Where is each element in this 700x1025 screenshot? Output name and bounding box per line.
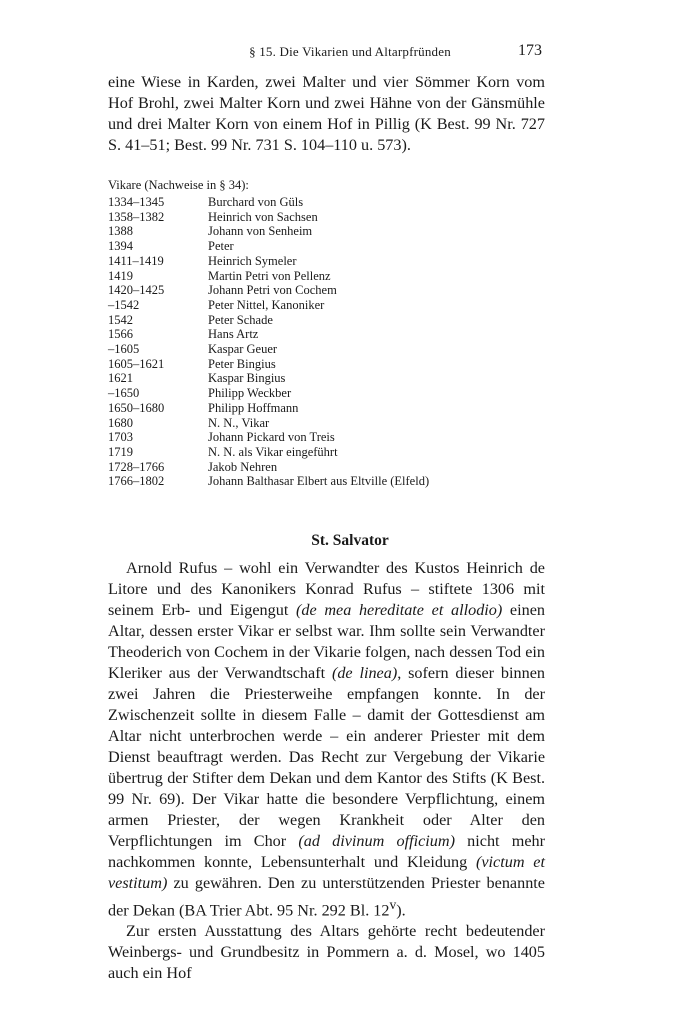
vicar-name: Hans Artz: [208, 327, 259, 342]
vicar-name: Johann von Senheim: [208, 224, 313, 239]
vicar-row: [108, 224, 429, 239]
vicar-row: [108, 445, 429, 460]
vicar-name: Kaspar Bingius: [208, 371, 286, 386]
vicar-row: [108, 416, 429, 431]
vicar-years: 1419: [108, 268, 133, 283]
vicar-years: 1411–1419: [108, 253, 164, 268]
vicar-row: [108, 342, 429, 357]
vicar-row: [108, 357, 429, 372]
vicar-row: [108, 283, 429, 298]
vicar-row: [108, 460, 429, 475]
vicar-row: [108, 269, 429, 284]
vicar-years: –1650: [108, 386, 140, 401]
vicar-years: 1605–1621: [108, 356, 165, 371]
paragraph-text: zu gewähren. Den zu unterstützenden Priester benannte der Dekan (BA Trier Abt. 95 Nr. 292 Bl. 12: [108, 874, 545, 920]
vicar-years: 1394: [108, 239, 133, 254]
latin-quote: (ad divinum officium): [298, 832, 455, 850]
vicar-name: Philipp Weckber: [208, 386, 292, 401]
vicar-row: [108, 474, 429, 489]
vicar-list-heading: Vikare (Nachweise in § 34):: [108, 178, 249, 192]
vicar-row: [108, 401, 429, 416]
vicar-years: 1650–1680: [108, 400, 165, 415]
paragraph-text: ).: [396, 901, 406, 920]
page-number: 173: [518, 42, 542, 59]
section-paragraph-1: [108, 558, 545, 921]
vicar-row: [108, 371, 429, 386]
running-title: § 15. Die Vikarien und Altarpfründen: [249, 44, 451, 59]
vicar-name: Burchard von Güls: [208, 195, 304, 209]
vicar-row: [108, 195, 429, 210]
vicar-years: 1719: [108, 444, 133, 459]
vicar-name: N. N. als Vikar eingeführt: [208, 444, 338, 459]
vicar-years: 1703: [108, 430, 133, 445]
vicar-name: Peter: [208, 239, 234, 254]
section-heading: St. Salvator: [311, 532, 389, 549]
vicar-years: 1542: [108, 312, 133, 327]
vicar-name: N. N., Vikar: [208, 415, 270, 430]
vicar-name: Peter Bingius: [208, 356, 276, 371]
vicar-years: –1605: [108, 342, 140, 357]
latin-quote: (de linea): [331, 664, 398, 682]
vicar-years: 1680: [108, 415, 133, 430]
paragraph-text: , sofern dieser binnen zwei Jahren die Priesterweihe empfangen konnte. In der Zwischenzeit sollte in diesem Falle – damit der Gottesdienst am Altar nicht unterbrochen werde – ein anderer Priester mit dem Dienst beauftragt werden. Das Recht zur Vergebung der Vikarie übertrug der Stifter dem Dekan und dem Kantor des Stifts (K Best. 99 Nr. 69). Der Vikar hatte die besondere Verpflichtung, einem armen Priester, der wegen Krankheit oder Alter den Verpflichtungen im Chor: [108, 664, 545, 850]
vicar-row: [108, 430, 429, 445]
vicar-list-table: [108, 195, 429, 489]
running-header: [0, 42, 700, 62]
vicar-row: [108, 313, 429, 328]
vicar-name: Johann Balthasar Elbert aus Eltville (Elfeld): [208, 474, 430, 489]
section-paragraph-2: Zur ersten Ausstattung des Altars gehörte recht bedeutender Weinbergs- und Grundbesitz in Pommern a. d. Mosel, wo 1405 auch ein Hof: [108, 922, 545, 983]
intro-paragraph-block: [108, 72, 545, 156]
vicar-years: 1728–1766: [108, 459, 165, 474]
vicar-years: 1766–1802: [108, 474, 165, 489]
vicar-name: Johann Pickard von Treis: [208, 430, 335, 445]
vicar-name: Jakob Nehren: [208, 459, 278, 474]
paragraph-text: Arnold Rufus – wohl ein Verwandter des Kustos Heinrich de Litore und des Kanonikers Konrad Rufus – stiftete 1306 mit seinem Erb- und Eigengut: [108, 559, 545, 619]
vicar-name: Philipp Hoffmann: [208, 400, 299, 415]
vicar-years: 1358–1382: [108, 209, 165, 224]
vicar-years: 1566: [108, 327, 133, 342]
vicar-years: 1388: [108, 224, 133, 239]
vicar-name: Peter Schade: [208, 312, 273, 327]
vicar-years: 1420–1425: [108, 283, 165, 298]
vicar-name: Johann Petri von Cochem: [208, 283, 337, 298]
vicar-row: [108, 210, 429, 225]
vicar-row: [108, 298, 429, 313]
vicar-years: 1334–1345: [108, 195, 165, 209]
superscript: v: [389, 897, 397, 912]
section-text: [108, 558, 545, 984]
vicar-years: 1621: [108, 371, 133, 386]
vicar-row: [108, 239, 429, 254]
vicar-row: [108, 386, 429, 401]
vicar-name: Martin Petri von Pellenz: [208, 268, 331, 283]
vicar-row: [108, 254, 429, 269]
vicar-name: Kaspar Geuer: [208, 342, 278, 357]
latin-quote: (de mea hereditate et allodio): [296, 601, 503, 619]
intro-paragraph: eine Wiese in Karden, zwei Malter und vier Sömmer Korn vom Hof Brohl, zwei Malter Korn und zwei Hähne von der Gänsmühle und drei Malter Korn von einem Hof in Pillig (K Best. 99 Nr. 727 S. 41–51; Best. 99 Nr. 731 S. 104–110 u. 573).: [108, 73, 545, 154]
vicar-name: Heinrich von Sachsen: [208, 209, 318, 224]
vicar-years: –1542: [108, 297, 140, 312]
paragraph-text: einen Altar, dessen erster Vikar er selbst war. Ihm sollte sein Verwandter Theoderich von Cochem in der Vikarie folgen, nach dessen Tod ein Kleriker aus der Verwandtschaft: [108, 601, 545, 682]
vicar-name: Heinrich Symeler: [208, 253, 297, 268]
vicar-name: Peter Nittel, Kanoniker: [208, 297, 325, 312]
latin-quote: (victum et vestitum): [108, 853, 545, 892]
vicar-row: [108, 327, 429, 342]
vicar-list-body: [108, 195, 429, 489]
paragraph-text: nicht mehr nachkommen konnte, Lebensunterhalt und Kleidung: [108, 832, 546, 871]
